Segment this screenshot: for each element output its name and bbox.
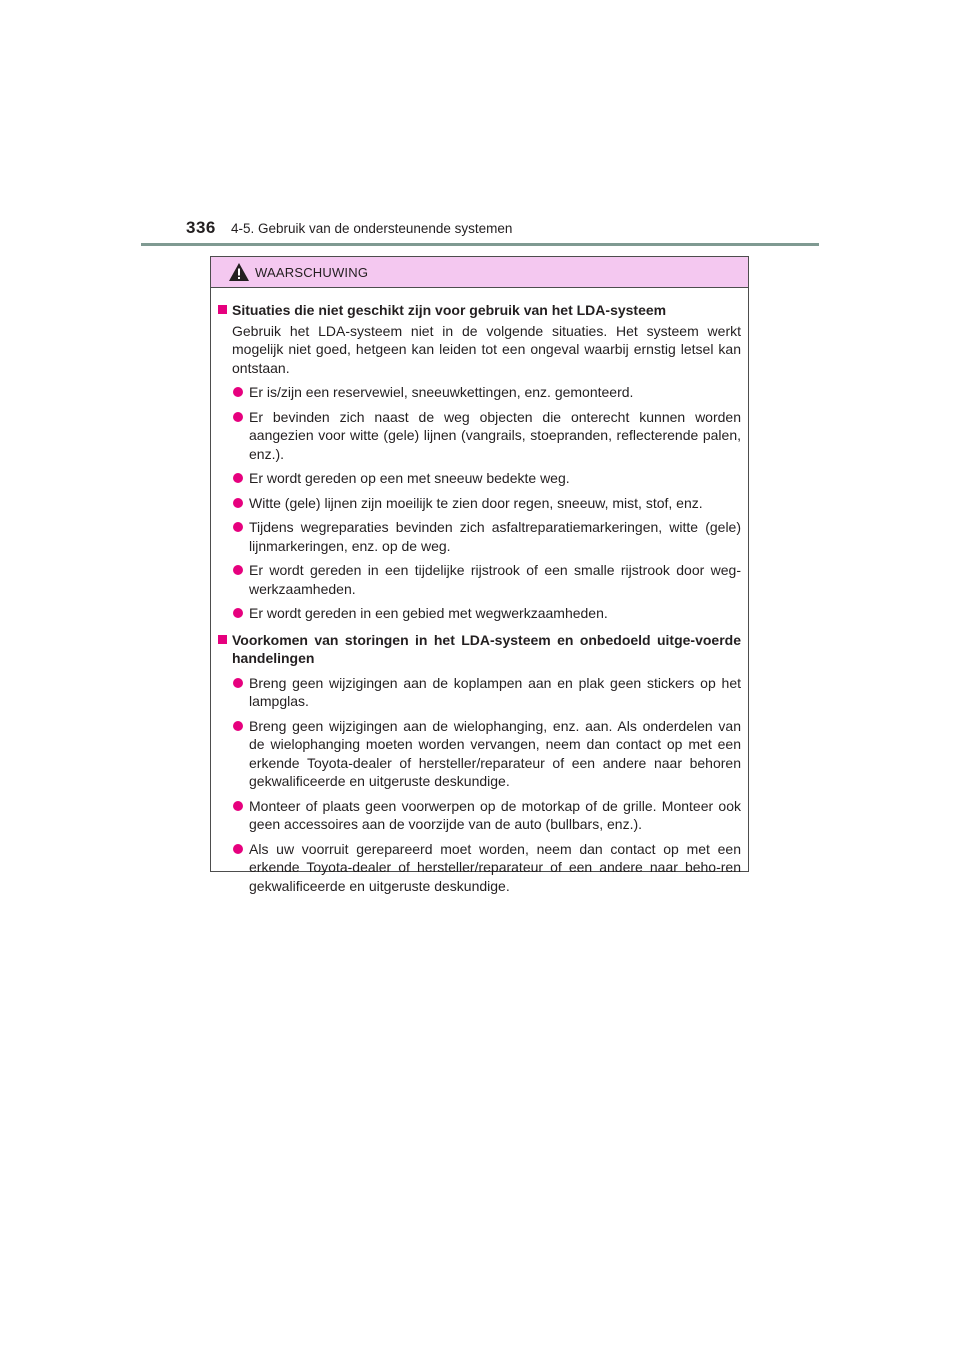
list-item-text: Er wordt gereden in een gebied met wegwerkzaamheden.: [249, 605, 608, 621]
list-item: [217, 561, 741, 598]
list-item-text: Er wordt gereden in een tijdelijke rijstrook of een smalle rijstrook door weg-werkzaamheden.: [249, 562, 741, 597]
list-item: [217, 494, 741, 513]
circle-bullet-icon: [233, 565, 243, 575]
circle-bullet-icon: [233, 498, 243, 508]
warning-header: [211, 257, 748, 288]
list-item: [217, 717, 741, 791]
square-bullet-icon: [218, 635, 227, 644]
list-item-text: Breng geen wijzigingen aan de wielophanging, enz. aan. Als onderdelen van de wielophanging moeten worden vervangen, neem dan contact op met een erkende Toyota-dealer of hersteller/reparateur of een andere naar behoren gekwalificeerde en uitgeruste deskundige.: [249, 717, 741, 789]
page-number: 336: [186, 218, 216, 237]
list-item-text: Monteer of plaats geen voorwerpen op de motorkap of de grille. Monteer ook geen accessoires aan de voorzijde van de auto (bullbars, enz.).: [249, 797, 741, 832]
list-item-text: Er bevinden zich naast de weg objecten die onterecht kunnen worden aangezien voor witte (gele) lijnen (vangrails, stoepranden, reflecterende palen, enz.).: [249, 408, 741, 462]
header-rule: [141, 243, 819, 246]
list-item: [217, 383, 741, 402]
section-heading: [217, 301, 741, 320]
circle-bullet-icon: [233, 412, 243, 422]
list-item: [217, 797, 741, 834]
list-item-text: Er wordt gereden op een met sneeuw bedekte weg.: [249, 470, 570, 486]
list-item: [217, 604, 741, 623]
circle-bullet-icon: [233, 387, 243, 397]
circle-bullet-icon: [233, 678, 243, 688]
list-item-text: Tijdens wegreparaties bevinden zich asfaltreparatiemarkeringen, witte (gele) lijnmarkeringen, enz. op de weg.: [249, 519, 741, 554]
section-heading-text: Situaties die niet geschikt zijn voor gebruik van het LDA-systeem: [232, 302, 667, 318]
warning-triangle-icon: [228, 262, 250, 282]
list-item-text: Witte (gele) lijnen zijn moeilijk te zien door regen, sneeuw, mist, stof, enz.: [249, 494, 703, 511]
list-item: [217, 674, 741, 711]
section-heading-text: Voorkomen van storingen in het LDA-systeem en onbedoeld uitge-voerde handelingen: [232, 631, 741, 666]
warning-body: [211, 288, 748, 895]
circle-bullet-icon: [233, 608, 243, 618]
list-item: [217, 840, 741, 896]
list-item-text: Er is/zijn een reservewiel, sneeuwkettingen, enz. gemonteerd.: [249, 384, 634, 400]
list-item: [217, 469, 741, 488]
circle-bullet-icon: [233, 522, 243, 532]
section-heading: [217, 631, 741, 668]
square-bullet-icon: [218, 305, 227, 314]
warning-box: [210, 256, 749, 894]
list-item-text: Als uw voorruit gerepareerd moet worden, neem dan contact op met een erkende Toyota-dealer of hersteller/reparateur of een andere naar beho-ren gekwalificeerde en uitgeruste deskundige.: [249, 840, 741, 894]
section-title: 4-5. Gebruik van de ondersteunende systemen: [231, 221, 513, 236]
circle-bullet-icon: [233, 473, 243, 483]
section-paragraph: Gebruik het LDA-systeem niet in de volgende situaties. Het systeem werkt mogelijk niet goed, hetgeen kan leiden tot een ongeval waarbij ernstig letsel kan ontstaan.: [232, 322, 741, 376]
list-item: [217, 518, 741, 555]
circle-bullet-icon: [233, 844, 243, 854]
warning-label: WAARSCHUWING: [255, 265, 369, 280]
list-item: [217, 408, 741, 464]
circle-bullet-icon: [233, 721, 243, 731]
circle-bullet-icon: [233, 801, 243, 811]
list-item-text: Breng geen wijzigingen aan de koplampen aan en plak geen stickers op het lampglas.: [249, 674, 741, 709]
